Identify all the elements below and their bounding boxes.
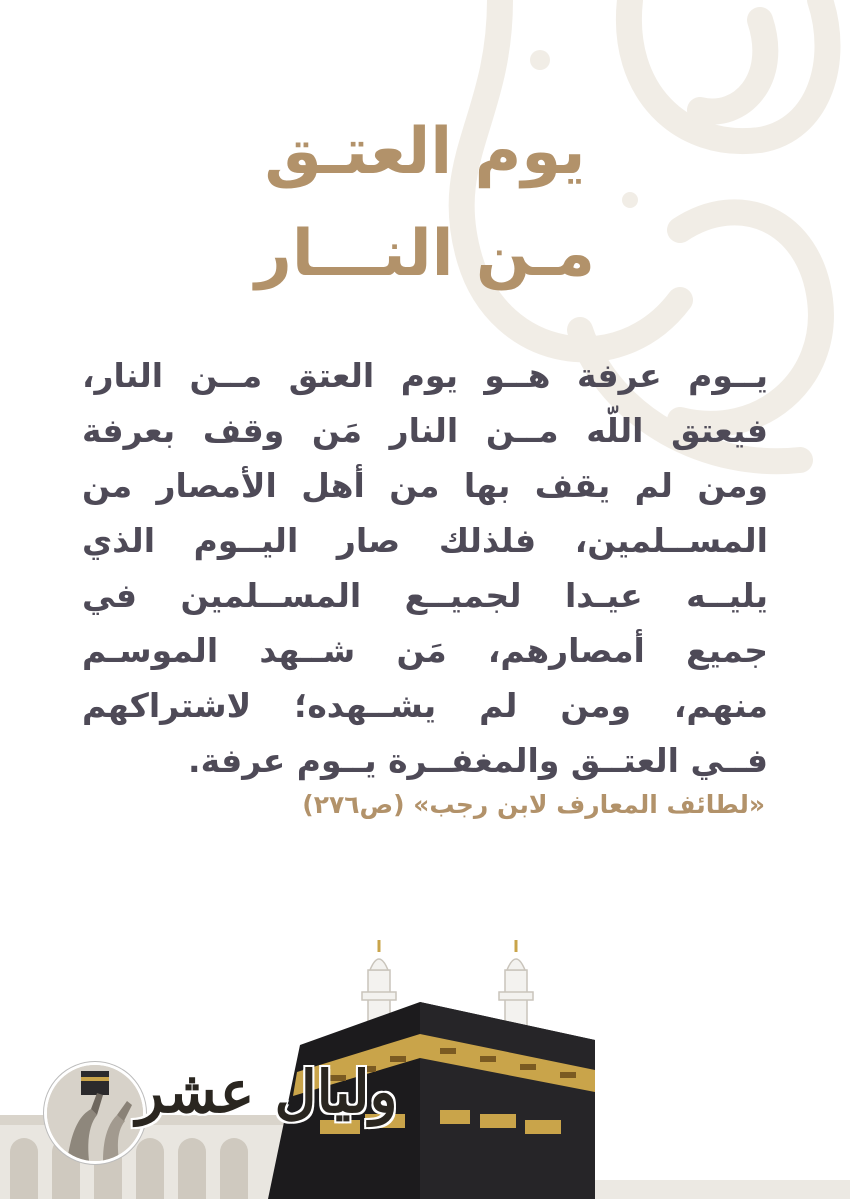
quote-body xyxy=(82,348,768,788)
quote-line: منهم، ومن لم يشــهده؛ لاشتراكهم xyxy=(82,686,768,725)
quote-line: فيعتق اللّه مــن النار مَن وقف بعرفة xyxy=(82,411,768,450)
quote-line: جميع أمصارهم، مَن شــهد الموسـم xyxy=(82,631,768,670)
pilgrim-photo xyxy=(44,1062,146,1164)
page-title-line-2: مـن النـــار xyxy=(255,217,595,291)
quote-line: يليــه عيـدا لجميــع المســلمين في xyxy=(82,576,768,615)
quote-line: يــوم عرفة هــو يوم العتق مــن النار، xyxy=(82,356,768,395)
quote-line: المســلمين، فلذلك صار اليــوم الذي xyxy=(82,521,768,560)
logo-text: وليال عشر xyxy=(136,1058,398,1126)
campaign-logo xyxy=(44,1050,398,1180)
page-title-line-1: يوم العتـق xyxy=(264,115,586,189)
quote-line: ومن لم يقف بها من أهل الأمصار من xyxy=(82,466,768,505)
source-citation: «لطائف المعارف لابن رجب» (ص٢٧٦) xyxy=(302,790,765,819)
praying-hands-icon xyxy=(47,1065,143,1161)
quote-line: فــي العتــق والمغفــرة يــوم عرفة. xyxy=(188,741,768,780)
